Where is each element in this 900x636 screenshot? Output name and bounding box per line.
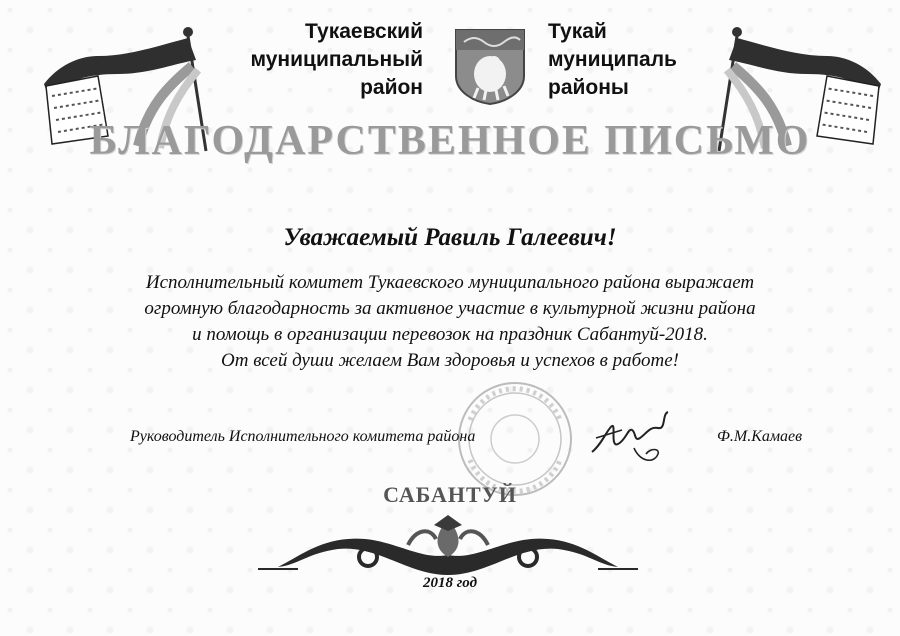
greeting: Уважаемый Равиль Галеевич!: [283, 224, 617, 251]
event-year: 2018 год: [422, 575, 478, 591]
event-title: САБАНТУЙ: [383, 482, 517, 507]
header-left-line: Тукаевский: [305, 20, 423, 43]
signatory-role: Руководитель Исполнительного комитета района: [130, 428, 476, 445]
floral-ornament-icon: [258, 505, 638, 583]
header-right-line: муниципаль: [548, 48, 677, 71]
body-line: огромную благодарность за активное участие в культурной жизни района: [144, 298, 756, 319]
body-line: От всей души желаем Вам здоровья и успехов в работе!: [221, 350, 679, 371]
coat-of-arms-icon: [454, 28, 526, 106]
document-title: БЛАГОДАРСТВЕННОЕ ПИСЬМО: [89, 118, 811, 164]
signatory-name: Ф.М.Камаев: [717, 428, 803, 445]
body-line: Исполнительный комитет Тукаевского муниципального района выражает: [145, 272, 755, 293]
header-left-line: район: [360, 76, 423, 99]
header-left: [251, 18, 424, 102]
header-right: [548, 18, 677, 102]
header-right-line: Тукай: [548, 20, 607, 43]
body-line: и помощь в организации перевозок на праздник Сабантуй-2018.: [192, 324, 708, 345]
letter-body: [60, 270, 840, 374]
handwritten-signature-icon: [588, 408, 674, 470]
header-right-line: районы: [548, 76, 629, 99]
header-left-line: муниципальный: [250, 48, 423, 71]
